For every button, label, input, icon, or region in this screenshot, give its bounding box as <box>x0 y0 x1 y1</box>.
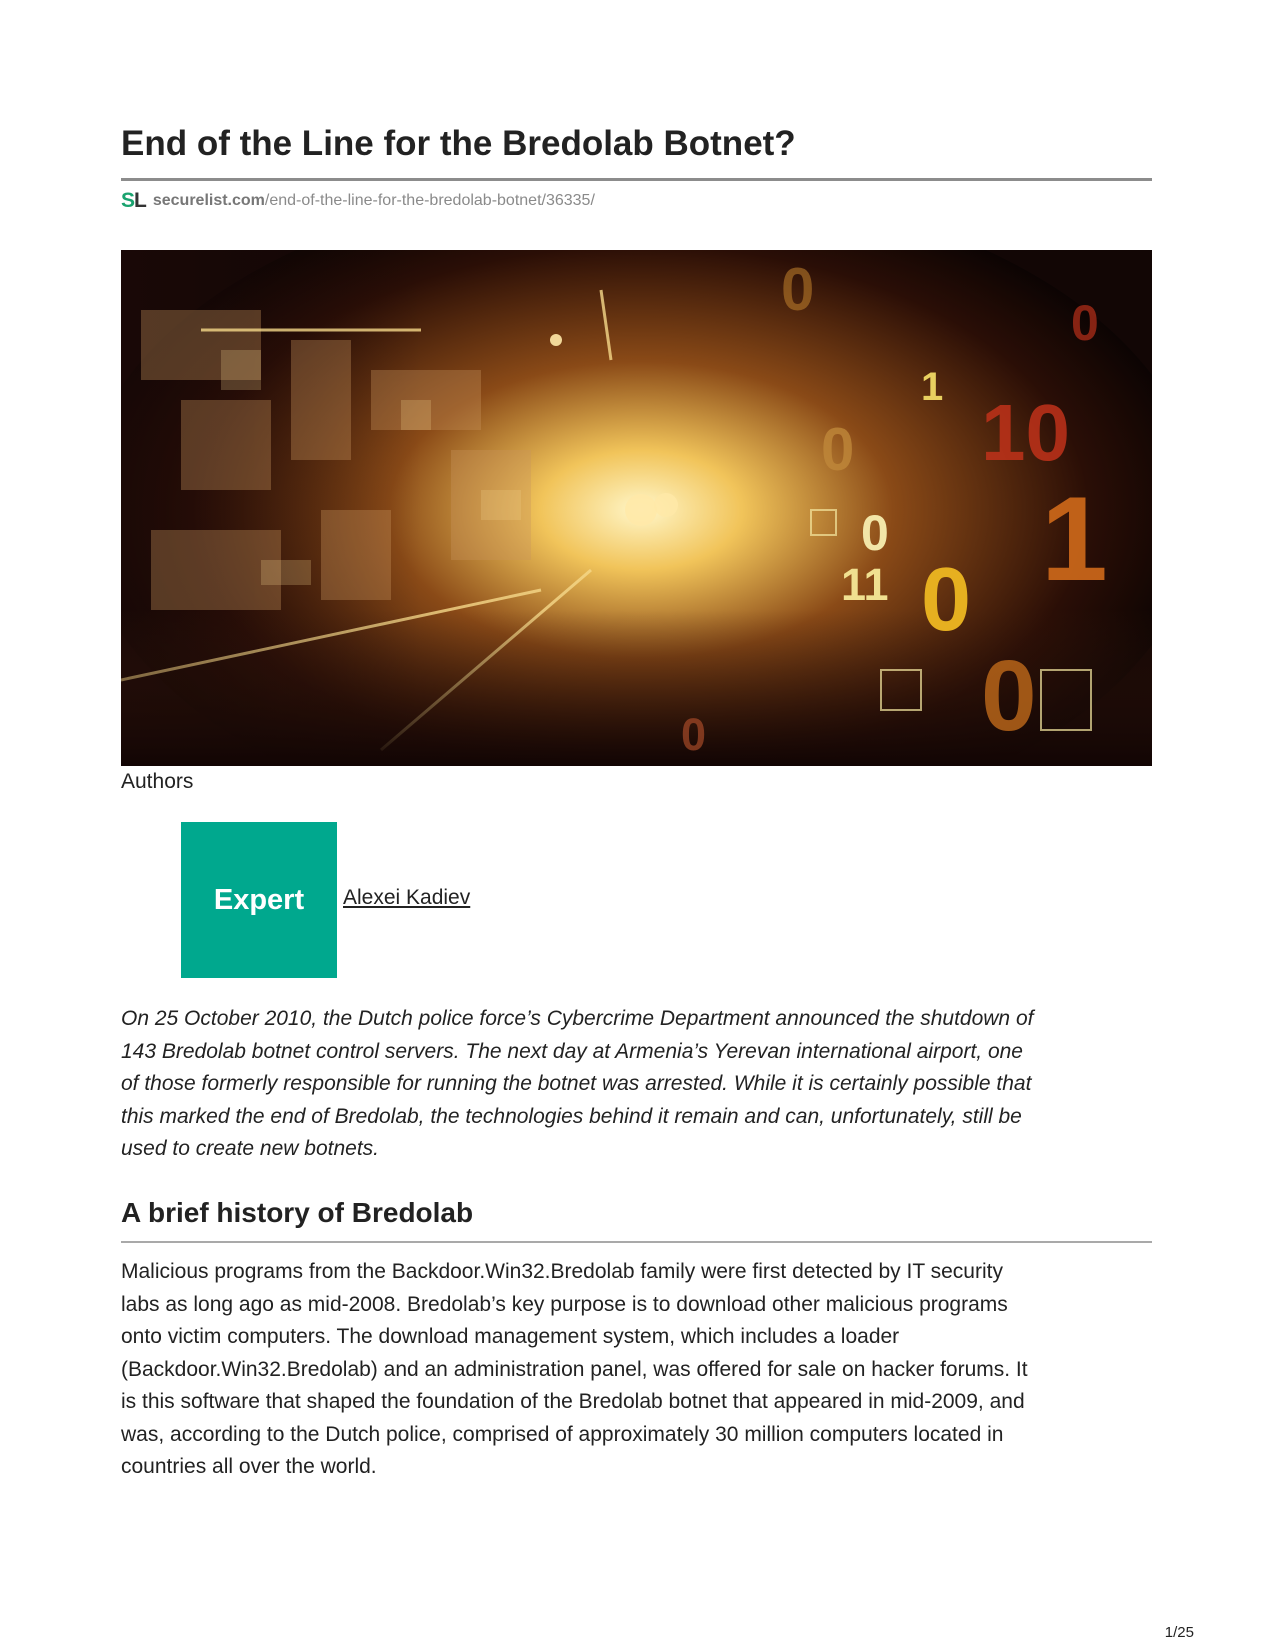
intro-line: of those formerly responsible for running the botnet was arrested. While it is certainly possible that <box>121 1072 1032 1095</box>
svg-text:11: 11 <box>841 559 889 610</box>
hero-image <box>121 250 1152 766</box>
intro-line: this marked the end of Bredolab, the technologies behind it remain and can, unfortunately, still be <box>121 1104 1022 1128</box>
title-divider <box>121 178 1152 181</box>
intro-line: 143 Bredolab botnet control servers. The next day at Armenia’s Yerevan international airport, one <box>121 1039 1023 1063</box>
source-url[interactable] <box>121 189 595 213</box>
svg-text:0: 0 <box>1071 295 1099 351</box>
intro-line: used to create new botnets. <box>121 1137 379 1160</box>
section-divider <box>121 1241 1152 1243</box>
svg-text:1: 1 <box>921 365 944 409</box>
article-intro <box>121 1003 1152 1166</box>
svg-text:10: 10 <box>981 388 1070 477</box>
body-line: labs as long ago as mid-2008. Bredolab’s key purpose is to download other malicious programs <box>121 1292 1008 1316</box>
body-line: Malicious programs from the Backdoor.Win32.Bredolab family were first detected by IT security <box>121 1260 1003 1283</box>
body-paragraph <box>121 1256 1152 1484</box>
svg-text:0: 0 <box>821 416 855 483</box>
body-line: countries all over the world. <box>121 1455 377 1478</box>
body-line: is this software that shaped the foundation of the Bredolab botnet that appeared in mid-2009, and <box>121 1390 1025 1413</box>
expert-badge-text: Expert <box>213 883 305 916</box>
securelist-logo-icon <box>121 189 146 213</box>
logo-letter-s: S <box>121 189 135 212</box>
page-number: 1/25 <box>1164 1624 1194 1641</box>
authors-label: Authors <box>121 770 194 793</box>
body-line: was, according to the Dutch police, comprised of approximately 30 million computers located in <box>121 1422 1004 1446</box>
svg-text:1: 1 <box>1041 472 1108 606</box>
source-path: /end-of-the-line-for-the-bredolab-botnet/36335/ <box>264 192 595 209</box>
svg-text:0: 0 <box>681 709 707 760</box>
intro-line: On 25 October 2010, the Dutch police force’s Cybercrime Department announced the shutdown of <box>121 1007 1034 1030</box>
logo-letter-l: L <box>134 189 146 212</box>
body-line: (Backdoor.Win32.Bredolab) and an administration panel, was offered for sale on hacker forums. It <box>121 1357 1028 1381</box>
svg-text:0: 0 <box>781 256 815 323</box>
svg-text:0: 0 <box>861 505 889 561</box>
source-domain: securelist.com <box>152 192 265 209</box>
article-title: End of the Line for the Bredolab Botnet? <box>121 124 796 163</box>
svg-text:0: 0 <box>981 640 1037 752</box>
author-avatar <box>181 822 337 978</box>
section-heading: A brief history of Bredolab <box>121 1197 474 1228</box>
author-name-link[interactable]: Alexei Kadiev <box>343 886 471 909</box>
svg-text:0: 0 <box>921 550 972 650</box>
body-line: onto victim computers. The download management system, which includes a loader <box>121 1325 900 1348</box>
